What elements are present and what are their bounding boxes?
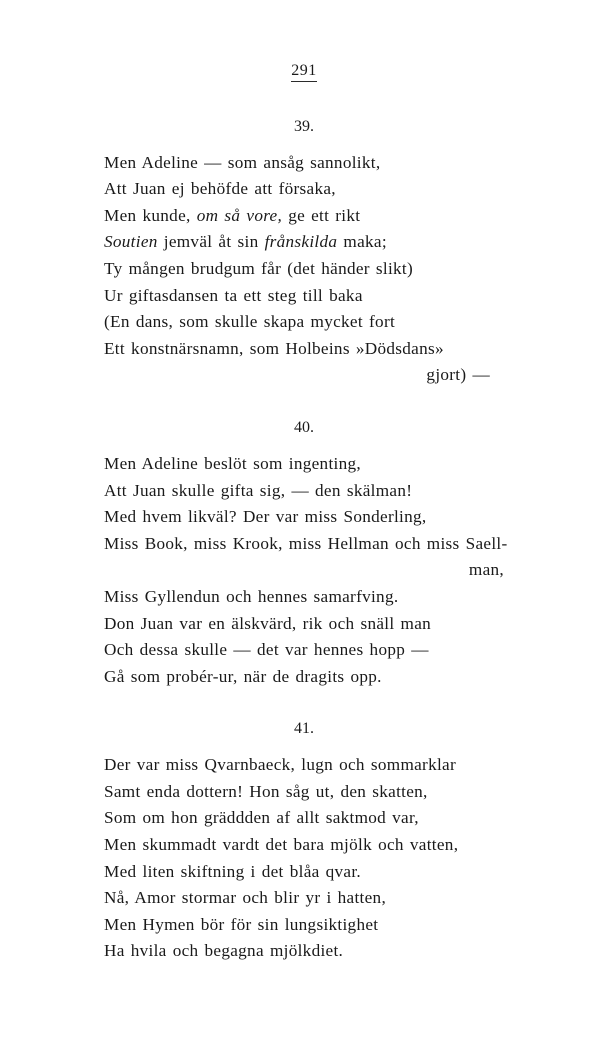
- poem-line: [104, 451, 524, 478]
- poem-line: [104, 557, 524, 584]
- line-text: Ty mången brudgum får (det händer slikt): [104, 258, 414, 278]
- italic-text: frånskilda: [264, 232, 338, 252]
- page-number: [0, 62, 608, 82]
- poem-line: [104, 504, 524, 531]
- line-text: Miss Gyllendun och hennes samarfving.: [104, 586, 399, 606]
- line-text: Men kunde,: [104, 205, 197, 225]
- italic-text: Soutien: [104, 232, 158, 252]
- poem-line: [104, 203, 524, 230]
- poem-line: [104, 637, 524, 664]
- poem-body: [0, 118, 608, 965]
- poem-line: [104, 938, 524, 965]
- poem-line: [104, 885, 524, 912]
- line-text: Men Adeline — som ansåg sannolikt,: [104, 152, 381, 172]
- line-text: (En dans, som skulle skapa mycket fort: [104, 312, 396, 332]
- poem-line: [104, 832, 524, 859]
- poem-line: [104, 779, 524, 806]
- line-text: Med hvem likväl? Der var miss Sonderling,: [104, 507, 427, 527]
- stanza-number: 40.: [294, 418, 314, 436]
- stanza: [0, 720, 608, 965]
- stanza-lines: [84, 752, 524, 965]
- line-text: Gå som probér-ur, när de dragits opp.: [104, 666, 382, 686]
- line-text: Nå, Amor stormar och blir yr i hatten,: [104, 888, 387, 908]
- stanza-lines: [84, 150, 524, 389]
- poem-line: [104, 336, 524, 363]
- line-text: Att Juan skulle gifta sig, — den skälman!: [104, 480, 413, 500]
- line-text: jemväl åt sin: [157, 232, 265, 252]
- line-text: Ur giftasdansen ta ett steg till baka: [104, 285, 363, 305]
- poem-line: [104, 752, 524, 779]
- poem-line: [104, 229, 524, 256]
- stanza-lines: [84, 451, 524, 690]
- poem-line: [104, 584, 524, 611]
- page-number-value: 291: [291, 62, 317, 82]
- line-text: Miss Book, miss Krook, miss Hellman och miss Saell-: [104, 533, 508, 553]
- poem-line: [104, 150, 524, 177]
- line-text: Don Juan var en älskvärd, rik och snäll man: [104, 613, 432, 633]
- stanza-number: 39.: [294, 117, 314, 135]
- stanza: [0, 118, 608, 389]
- line-text: Men Hymen bör för sin lungsiktighet: [104, 914, 379, 934]
- poem-line: [104, 283, 524, 310]
- italic-text: om så vore,: [196, 205, 283, 225]
- document-page: [0, 62, 608, 1039]
- line-text: Ett konstnärsnamn, som Holbeins »Dödsdans»: [104, 338, 444, 358]
- line-text: maka;: [337, 232, 387, 252]
- poem-line: [104, 664, 524, 691]
- poem-line: [104, 859, 524, 886]
- poem-line: [104, 362, 524, 389]
- line-text: gjort) —: [426, 365, 490, 385]
- poem-line: [104, 611, 524, 638]
- poem-line: [104, 256, 524, 283]
- line-text: ge ett rikt: [282, 205, 361, 225]
- line-text: Och dessa skulle — det var hennes hopp —: [104, 640, 429, 660]
- poem-line: [104, 309, 524, 336]
- line-text: Samt enda dottern! Hon såg ut, den skatten,: [104, 781, 428, 801]
- poem-line: [104, 176, 524, 203]
- line-text: Der var miss Qvarnbaeck, lugn och sommarklar: [104, 755, 457, 775]
- poem-line: [104, 912, 524, 939]
- stanza: [0, 419, 608, 690]
- line-text: Men Adeline beslöt som ingenting,: [104, 453, 361, 473]
- line-text: Som om hon gräddden af allt saktmod var,: [104, 808, 419, 828]
- stanza-number: 41.: [294, 720, 314, 738]
- line-text: Men skummadt vardt det bara mjölk och vatten,: [104, 835, 459, 855]
- line-text: Ha hvila och begagna mjölkdiet.: [104, 941, 344, 961]
- poem-line: [104, 531, 524, 558]
- line-text: Med liten skiftning i det blåa qvar.: [104, 861, 362, 881]
- line-text: man,: [468, 560, 504, 580]
- line-text: Att Juan ej behöfde att försaka,: [104, 179, 336, 199]
- poem-line: [104, 805, 524, 832]
- poem-line: [104, 478, 524, 505]
